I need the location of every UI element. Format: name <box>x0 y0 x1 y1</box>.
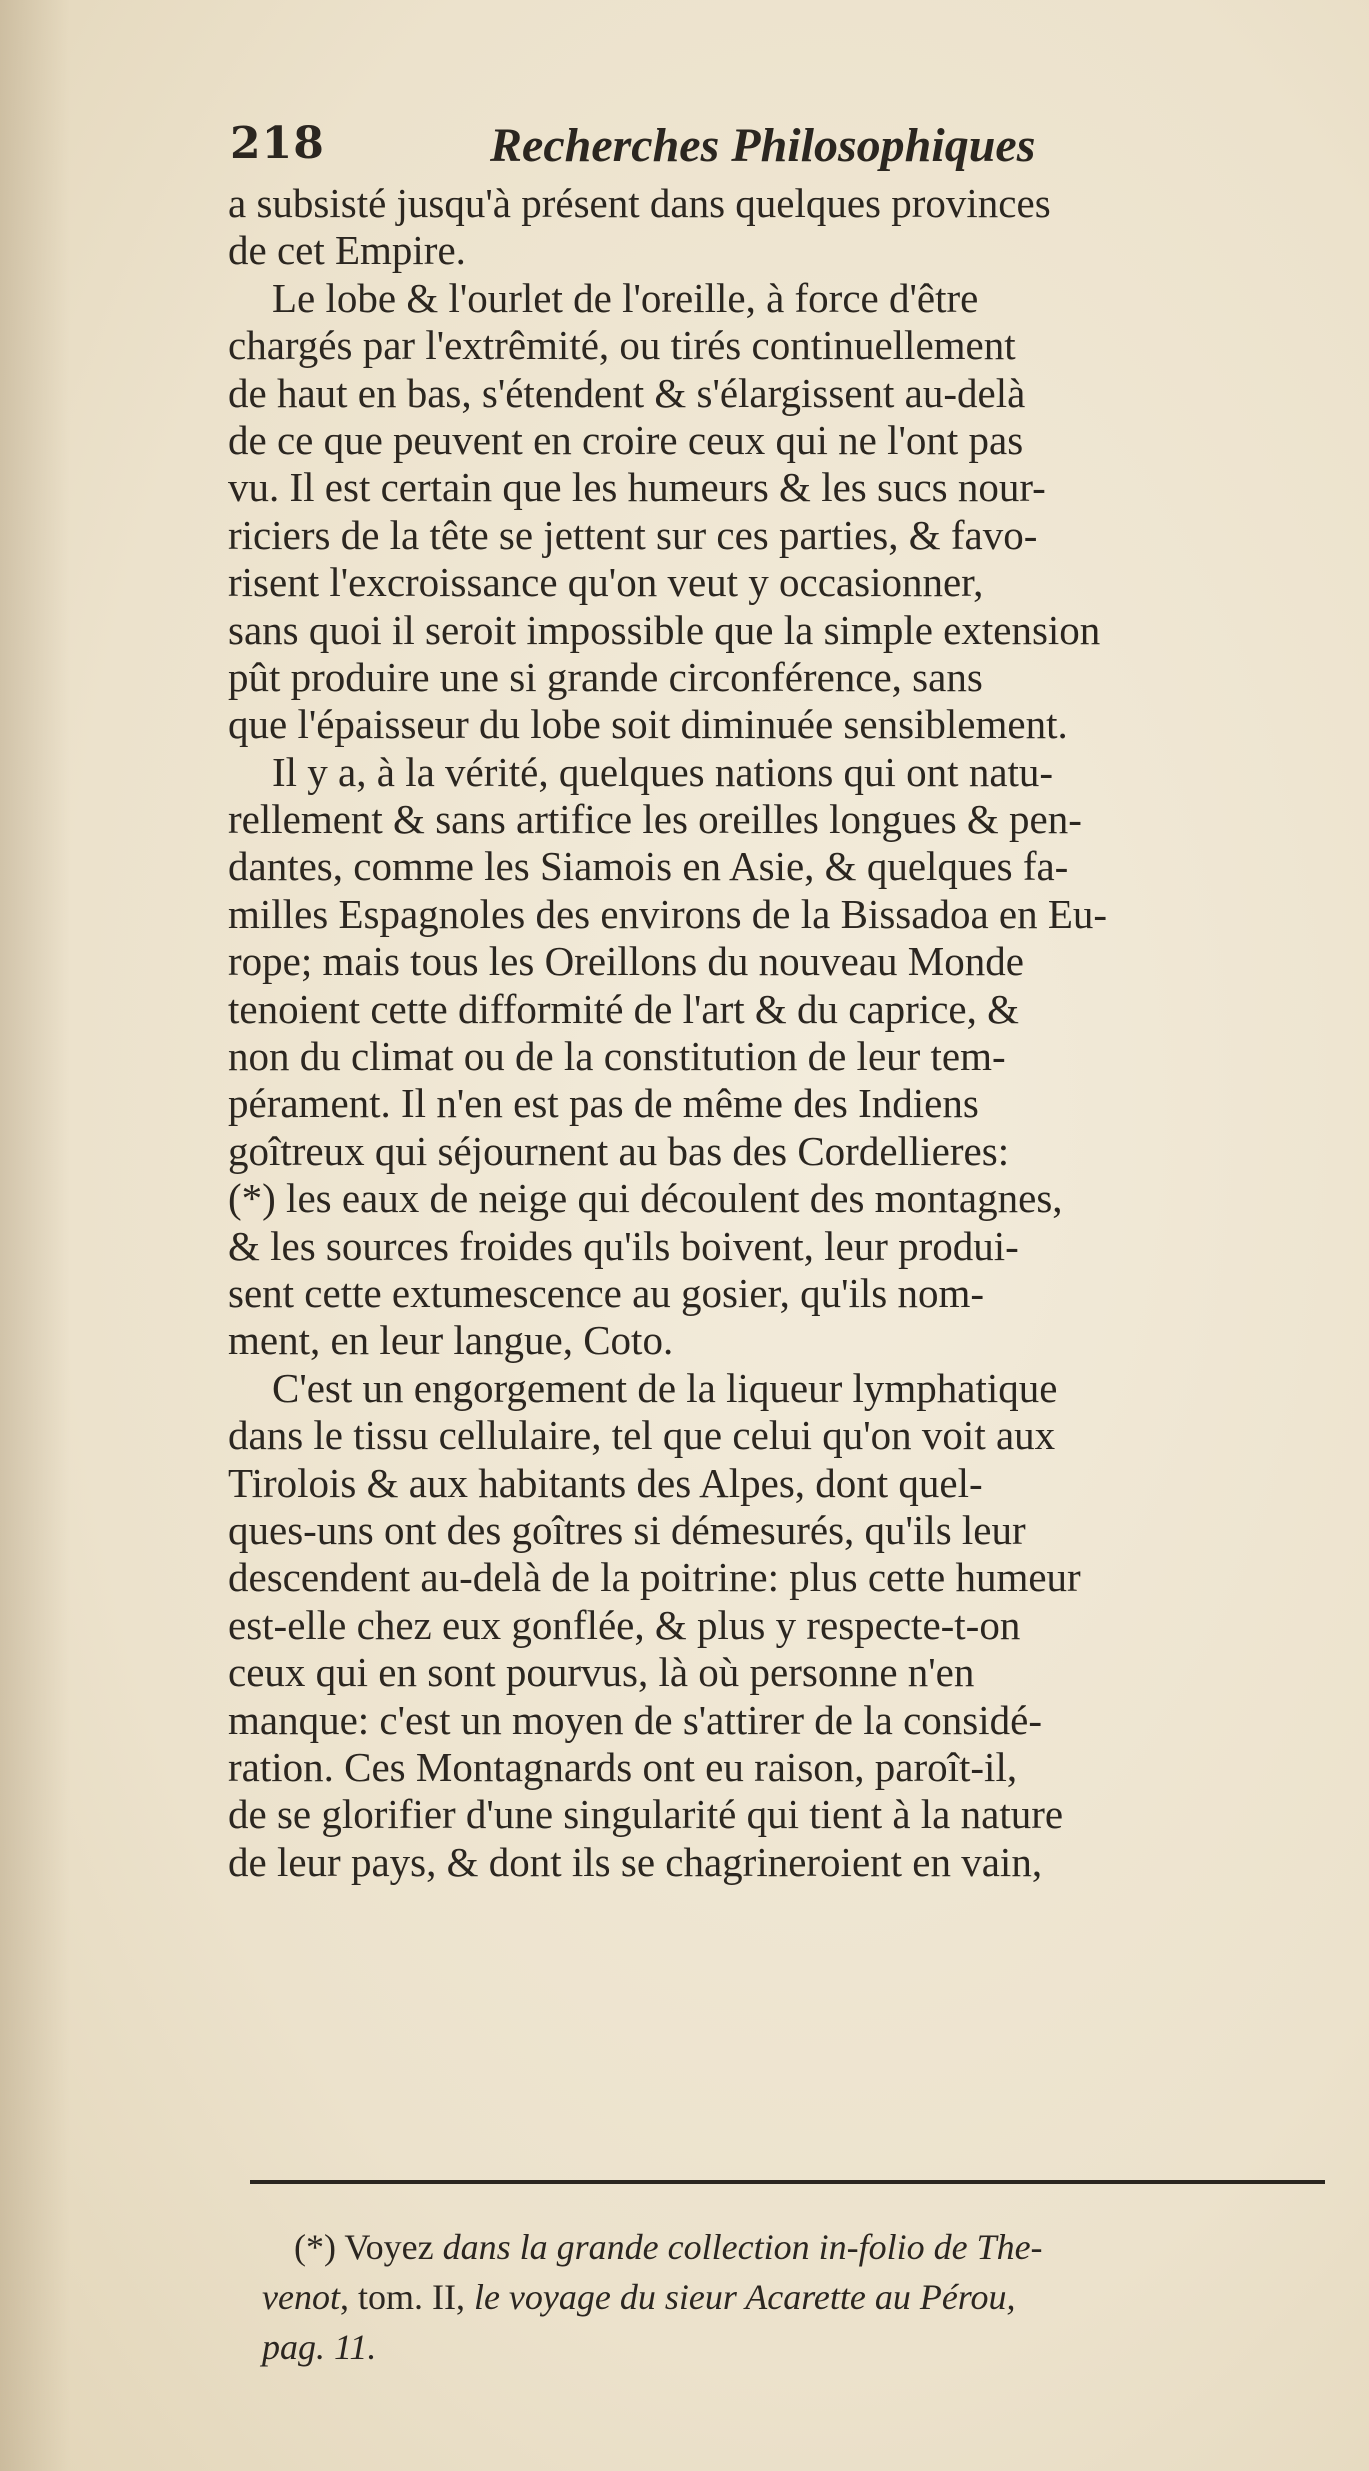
footnote-line-2 <box>262 2272 1342 2322</box>
paragraph-start-line: Il y a, à la vérité, quelques nations qui ont natu- <box>272 748 1054 795</box>
text-line: rellement & sans artifice les oreilles longues & pen- <box>228 796 1082 843</box>
text-line: risent l'excroissance qu'on veut y occasionner, <box>228 559 984 606</box>
text-line: de se glorifier d'une singularité qui tient à la nature <box>228 1791 1064 1838</box>
paragraph-start-line: Le lobe & l'ourlet de l'oreille, à force d'être <box>272 274 979 321</box>
text-line: & les sources froides qu'ils boivent, leur produi- <box>228 1222 1019 1269</box>
spine-shadow <box>0 0 70 2471</box>
text-line: est-elle chez eux gonflée, & plus y respecte-t-on <box>228 1601 1021 1648</box>
footnote-line-1 <box>262 2222 1342 2272</box>
text-line: Tirolois & aux habitants des Alpes, dont quel- <box>228 1459 983 1506</box>
text-line: descendent au-delà de la poitrine: plus cette humeur <box>228 1554 1081 1601</box>
footnote-line-3: pag. 11. <box>262 2327 377 2367</box>
paragraph-start-line: C'est un engorgement de la liqueur lymphatique <box>272 1364 1058 1411</box>
footnote-marker: (*) Voyez <box>294 2227 434 2267</box>
footnote-plain-text: , tom. II, <box>339 2277 465 2317</box>
text-line: ment, en leur langue, Coto. <box>228 1317 674 1364</box>
page-number: 218 <box>230 118 325 169</box>
text-line: dans le tissu cellulaire, tel que celui qu'on voit aux <box>228 1412 1056 1459</box>
text-line: chargés par l'extrêmité, ou tirés continuellement <box>228 322 1016 369</box>
text-line: tenoient cette difformité de l'art & du caprice, & <box>228 985 1020 1032</box>
footnote-italic-text: dans la grande collection in-folio de The- <box>442 2227 1043 2267</box>
body-text <box>228 180 1348 1886</box>
text-line: goîtreux qui séjournent au bas des Cordellieres: <box>228 1127 1010 1174</box>
footnote-italic-text: le voyage du sieur Acarette au Pérou, <box>473 2277 1016 2317</box>
text-line: riciers de la tête se jettent sur ces parties, & favo- <box>228 511 1038 558</box>
text-line: de haut en bas, s'étendent & s'élargissent au-delà <box>228 369 1026 416</box>
text-line: ques-uns ont des goîtres si démesurés, qu'ils leur <box>228 1506 1026 1553</box>
text-line: pût produire une si grande circonférence, sans <box>228 653 983 700</box>
footnote-italic-text: venot <box>262 2277 340 2317</box>
footnote-rule <box>250 2180 1325 2184</box>
text-line: pérament. Il n'en est pas de même des Indiens <box>228 1080 979 1127</box>
text-line: milles Espagnoles des environs de la Bissadoa en Eu- <box>228 890 1108 937</box>
text-line: de leur pays, & dont ils se chagrineroient en vain, <box>228 1838 1043 1885</box>
text-line: vu. Il est certain que les humeurs & les sucs nour- <box>228 464 1046 511</box>
running-title: Recherches Philosophiques <box>490 119 1036 172</box>
text-line: de ce que peuvent en croire ceux qui ne l'ont pas <box>228 416 1024 463</box>
text-line: rope; mais tous les Oreillons du nouveau Monde <box>228 938 1024 985</box>
text-line: sans quoi il seroit impossible que la simple extension <box>228 606 1101 653</box>
text-line: sent cette extumescence au gosier, qu'ils nom- <box>228 1269 985 1316</box>
text-line: manque: c'est un moyen de s'attirer de la considé- <box>228 1696 1042 1743</box>
text-line: (*) les eaux de neige qui découlent des montagnes, <box>228 1175 1063 1222</box>
text-line: non du climat ou de la constitution de leur tem- <box>228 1033 1006 1080</box>
page-header <box>230 118 1190 182</box>
text-line: que l'épaisseur du lobe soit diminuée sensiblement. <box>228 701 1068 748</box>
text-line: a subsisté jusqu'à présent dans quelques provinces <box>228 180 1051 226</box>
footnote <box>262 2222 1342 2372</box>
text-line: dantes, comme les Siamois en Asie, & quelques fa- <box>228 843 1069 890</box>
text-line: de cet Empire. <box>228 227 466 274</box>
text-line: ration. Ces Montagnards ont eu raison, paroît-il, <box>228 1743 1018 1790</box>
text-line: ceux qui en sont pourvus, là où personne n'en <box>228 1649 975 1696</box>
